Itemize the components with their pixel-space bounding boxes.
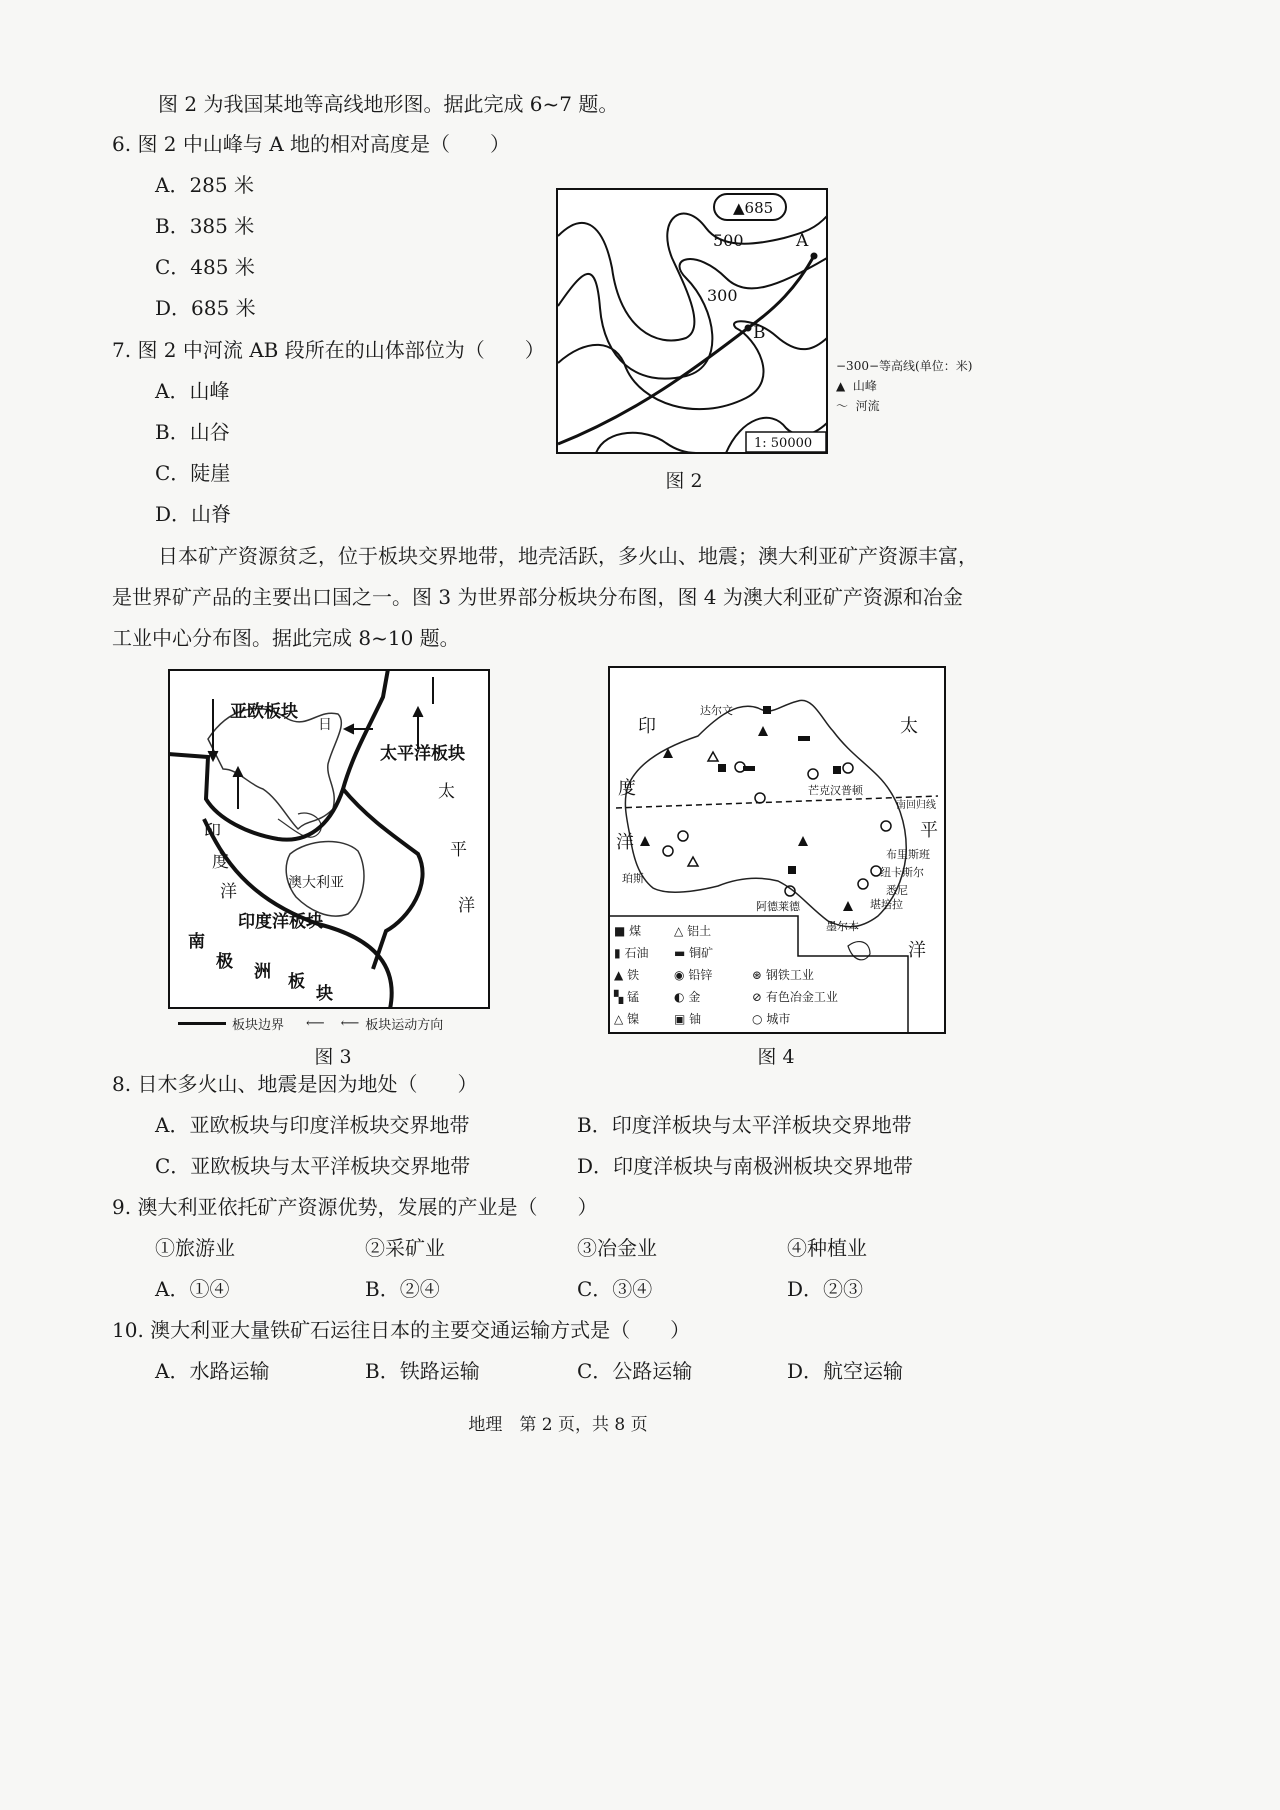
legend-uranium: 铀 bbox=[689, 1012, 702, 1026]
pacific-ocean-char-2: 平 bbox=[450, 840, 467, 860]
pacific-ocean-char-1: 太 bbox=[438, 782, 455, 802]
q6-option-d: D．685 米 bbox=[155, 296, 256, 320]
figure-3-caption: 图 3 bbox=[314, 1046, 352, 1068]
point-a-label: A bbox=[796, 231, 809, 251]
city-newcastle: 纽卡斯尔 bbox=[880, 866, 924, 879]
river-icon: 〜 bbox=[836, 399, 849, 413]
q9-option-a: A．①④ bbox=[155, 1277, 230, 1301]
manganese-icon: ▚ bbox=[614, 990, 624, 1004]
city-adelaide: 阿德莱德 bbox=[756, 900, 800, 913]
point-a-marker bbox=[811, 253, 818, 260]
q7-option-c: C．陡崖 bbox=[155, 461, 231, 485]
legend-contour: −300−等高线(单位：米) bbox=[836, 359, 973, 373]
f4-pacific-char-1: 太 bbox=[900, 716, 918, 737]
city-mount-isa: 芒克汉普顿 bbox=[808, 784, 863, 797]
boundary-line-swatch bbox=[178, 1022, 226, 1025]
question-6-stem: 6. 图 2 中山峰与 A 地的相对高度是（ ） bbox=[112, 132, 511, 156]
figure-2-legend bbox=[836, 356, 972, 416]
f4-indian-char-3: 洋 bbox=[616, 832, 634, 853]
point-b-marker bbox=[745, 325, 752, 332]
australia-label: 澳大利亚 bbox=[288, 875, 344, 891]
gold-icon: ◐ bbox=[674, 990, 685, 1004]
indian-ocean-char-1: 印 bbox=[204, 822, 221, 842]
nickel-icon: △ bbox=[614, 1012, 624, 1026]
intro-paragraph-1: 图 2 为我国某地等高线地形图。据此完成 6~7 题。 bbox=[158, 92, 619, 116]
f4-indian-char-2: 度 bbox=[618, 778, 636, 799]
q9-option-b: B．②④ bbox=[365, 1277, 440, 1301]
q9-item-1: ①旅游业 bbox=[155, 1236, 235, 1260]
q6-option-c: C．485 米 bbox=[155, 255, 255, 279]
indian-ocean-char-2: 度 bbox=[212, 852, 229, 872]
legend-nonferrous: 有色冶金工业 bbox=[765, 990, 838, 1004]
legend-steel: 钢铁工业 bbox=[765, 968, 814, 982]
arrow-left-icon: ⟵ bbox=[306, 1016, 325, 1031]
antarctic-char-3: 洲 bbox=[254, 962, 271, 982]
q10-option-c: C．公路运输 bbox=[577, 1359, 693, 1383]
q9-option-c: C．③④ bbox=[577, 1277, 653, 1301]
q9-option-d: D．②③ bbox=[787, 1277, 864, 1301]
oil-icon: ▮ bbox=[614, 946, 621, 960]
legend-bauxite: 铝土 bbox=[687, 924, 712, 938]
q9-item-2: ②采矿业 bbox=[365, 1236, 445, 1260]
f4-indian-char-1: 印 bbox=[638, 716, 656, 737]
intro-paragraph-2-line-1: 日本矿产资源贫乏，位于板块交界地带，地壳活跃，多火山、地震；澳大利亚矿产资源丰富， bbox=[158, 544, 978, 568]
legend-nickel: 镍 bbox=[627, 1012, 640, 1026]
q8-option-b: B．印度洋板块与太平洋板块交界地带 bbox=[577, 1113, 912, 1137]
legend-motion: 板块运动方向 bbox=[365, 1018, 444, 1033]
peak-icon: ▲ bbox=[836, 379, 846, 393]
steel-industry-icon: ⊛ bbox=[752, 968, 763, 982]
legend-coal: 煤 bbox=[629, 924, 642, 938]
tropic-label: 南回归线 bbox=[896, 800, 936, 811]
indian-ocean-char-3: 洋 bbox=[220, 882, 237, 902]
city-brisbane: 布里斯班 bbox=[886, 848, 930, 861]
q7-option-a: A．山峰 bbox=[155, 379, 230, 403]
q6-option-b: B．385 米 bbox=[155, 214, 255, 238]
figure-2-caption: 图 2 bbox=[665, 470, 703, 492]
q8-option-d: D．印度洋板块与南极洲板块交界地带 bbox=[577, 1154, 914, 1178]
city-darwin: 达尔文 bbox=[700, 704, 733, 717]
q7-option-d: D．山脊 bbox=[155, 502, 232, 526]
intro-paragraph-2-line-2: 是世界矿产品的主要出口国之一。图 3 为世界部分板块分布图，图 4 为澳大利亚矿产资源和冶金 bbox=[112, 585, 963, 609]
figure-3-legend bbox=[178, 1014, 443, 1033]
lead-zinc-icon: ◉ bbox=[674, 968, 685, 982]
pacific-plate-label: 太平洋板块 bbox=[380, 744, 465, 764]
city-canberra: 堪培拉 bbox=[870, 898, 903, 911]
q9-item-3: ③冶金业 bbox=[577, 1236, 657, 1260]
q6-option-a: A．285 米 bbox=[155, 173, 254, 197]
japan-label: 日 bbox=[318, 717, 332, 733]
point-b-label: B bbox=[753, 323, 766, 343]
city-sydney: 悉尼 bbox=[886, 884, 908, 897]
contour-300-label: 300 bbox=[707, 286, 738, 305]
q8-option-a: A．亚欧板块与印度洋板块交界地带 bbox=[155, 1113, 470, 1137]
city-icon: ○ bbox=[752, 1012, 763, 1026]
legend-boundary: 板块边界 bbox=[232, 1018, 285, 1033]
uranium-icon: ▣ bbox=[674, 1012, 686, 1026]
coal-icon: ■ bbox=[614, 924, 626, 938]
legend-peak: 山峰 bbox=[852, 379, 877, 393]
legend-manganese: 锰 bbox=[627, 990, 640, 1004]
nonferrous-icon: ⊘ bbox=[752, 990, 763, 1004]
peak-label: ▲685 bbox=[733, 199, 774, 217]
copper-icon: ▬ bbox=[674, 946, 686, 960]
q7-option-b: B．山谷 bbox=[155, 420, 230, 444]
q10-option-a: A．水路运输 bbox=[155, 1359, 270, 1383]
q10-option-b: B．铁路运输 bbox=[365, 1359, 480, 1383]
q10-option-d: D．航空运输 bbox=[787, 1359, 904, 1383]
f4-pacific-char-2: 平 bbox=[920, 820, 938, 841]
indian-plate-label: 印度洋板块 bbox=[238, 912, 323, 932]
question-10-stem: 10. 澳大利亚大量铁矿石运往日本的主要交通运输方式是（ ） bbox=[112, 1318, 691, 1342]
page-footer: 地理 第 2 页，共 8 页 bbox=[468, 1415, 648, 1435]
question-7-stem: 7. 图 2 中河流 AB 段所在的山体部位为（ ） bbox=[112, 338, 545, 362]
contour-500-label: 500 bbox=[713, 231, 744, 250]
pacific-ocean-char-3: 洋 bbox=[458, 896, 475, 916]
arrow-left-icon-2: ⟵ bbox=[340, 1016, 360, 1031]
antarctic-char-5: 块 bbox=[316, 984, 333, 1004]
legend-iron: 铁 bbox=[627, 968, 640, 982]
question-8-stem: 8. 日木多火山、地震是因为地处（ ） bbox=[112, 1072, 478, 1096]
bauxite-icon: △ bbox=[674, 924, 684, 938]
figure-4-legend bbox=[614, 920, 899, 1030]
legend-gold: 金 bbox=[688, 990, 701, 1004]
q8-option-c: C．亚欧板块与太平洋板块交界地带 bbox=[155, 1154, 471, 1178]
legend-oil: 石油 bbox=[624, 946, 649, 960]
antarctic-char-1: 南 bbox=[188, 932, 205, 952]
intro-paragraph-2-line-3: 工业中心分布图。据此完成 8~10 题。 bbox=[112, 626, 460, 650]
legend-lead-zinc: 铅锌 bbox=[688, 968, 713, 982]
figure-3-plate-map bbox=[168, 669, 490, 1009]
legend-copper: 铜矿 bbox=[689, 946, 714, 960]
eurasian-plate-label: 亚欧板块 bbox=[230, 702, 298, 722]
city-perth: 珀斯 bbox=[622, 872, 644, 885]
q9-item-4: ④种植业 bbox=[787, 1236, 867, 1260]
legend-river: 河流 bbox=[855, 399, 880, 413]
antarctic-char-2: 极 bbox=[216, 952, 233, 972]
question-9-stem: 9. 澳大利亚依托矿产资源优势，发展的产业是（ ） bbox=[112, 1195, 598, 1219]
legend-city: 城市 bbox=[766, 1012, 791, 1026]
figure-2-contour-map bbox=[556, 188, 828, 454]
scale-label: 1: 50000 bbox=[754, 436, 813, 451]
f4-pacific-char-3: 洋 bbox=[908, 940, 926, 961]
antarctic-char-4: 板 bbox=[288, 972, 305, 992]
iron-icon: ▲ bbox=[614, 968, 624, 982]
city-melbourne: 墨尔本 bbox=[826, 920, 859, 933]
figure-4-caption: 图 4 bbox=[757, 1046, 795, 1068]
